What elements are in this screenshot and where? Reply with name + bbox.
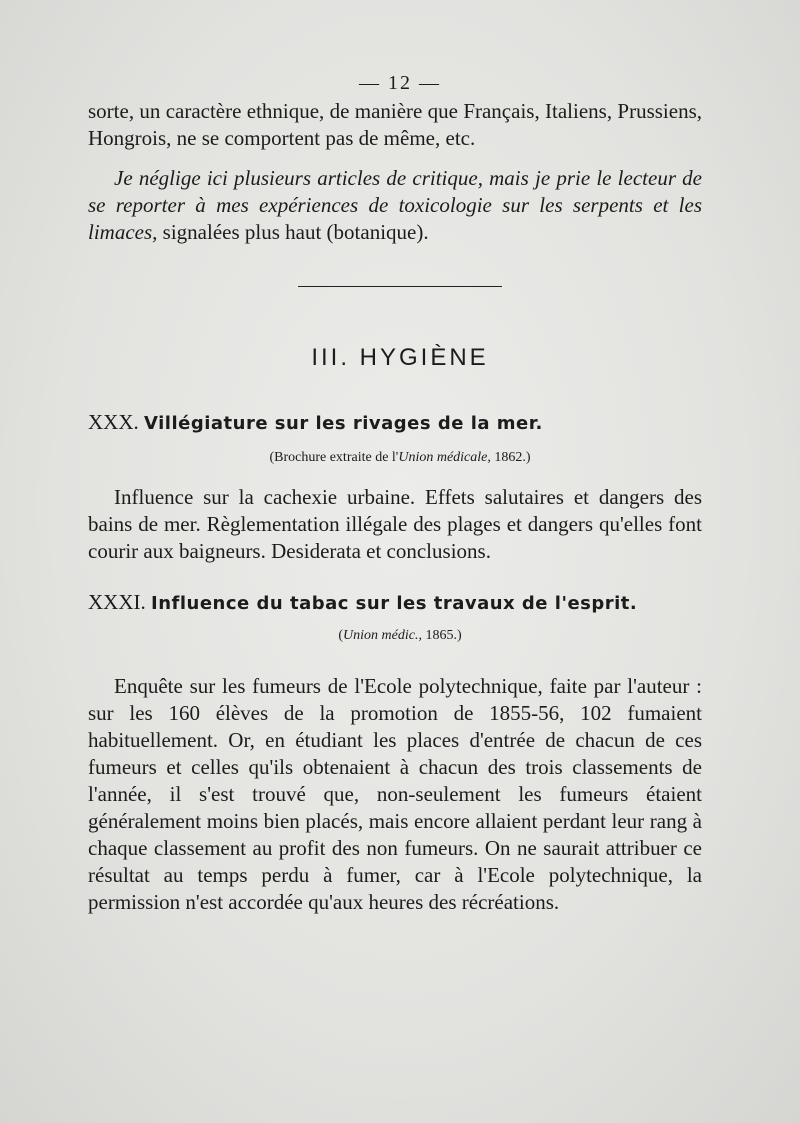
paragraph-critique-note [88, 165, 702, 246]
source-prefix: (Brochure extraite de l' [269, 450, 399, 465]
source-year: 1862.) [490, 450, 531, 465]
paragraph-ethnic-character: sorte, un caractère ethnique, de manière que Français, Italiens, Prussiens, Hongrois, ne se comportent pas de même, etc. [88, 99, 702, 150]
entry-number: XXX. [88, 410, 139, 434]
source-journal: Union médic., [343, 628, 422, 643]
section-title-hygiene: III. HYGIÈNE [311, 344, 489, 371]
entry-heading-xxx [88, 410, 718, 435]
entry-body-xxx: Influence sur la cachexie urbaine. Effets salutaires et dangers des bains de mer. Règlementation illégale des plages et dangers qu'elles font courir aux baigneurs. Desiderata et conclusions. [88, 485, 702, 563]
source-journal: Union médicale, [398, 450, 491, 465]
page-number: — 12 — [359, 72, 441, 94]
entry-title: Villégiature sur les rivages de la mer. [144, 413, 543, 434]
source-prefix: ( [338, 628, 344, 643]
section-divider [298, 286, 502, 287]
entry-number: XXXI. [88, 590, 146, 614]
entry-source-xxxi [0, 628, 800, 644]
critique-note-roman: signalées plus haut (botanique). [157, 220, 429, 244]
source-year: 1865.) [421, 628, 462, 643]
entry-source-xxx [0, 450, 800, 466]
critique-note-italic: Je néglige ici plusieurs articles de critique, mais je prie le lecteur de se reporter à mes expériences de toxicologie sur les serpents et les limaces, [88, 166, 702, 244]
entry-body-xxxi: Enquête sur les fumeurs de l'Ecole polytechnique, faite par l'auteur : sur les 160 élèves de la promotion de 1855-56, 102 fumaient habituellement. Or, en étudiant les places d'entrée de chacun de ces fumeurs et celles qu'ils obtenaient à chacun des trois classements de l'année, il s'est trouvé que, non-seulement les fumeurs étaient généralement moins bien placés, mais encore allaient perdant leur rang à chaque classement au profit des non fumeurs. On ne saurait attribuer ce résultat au temps perdu à fumer, car à l'Ecole polytechnique, la permission n'est accordée qu'aux heures des récréations. [88, 674, 702, 914]
entry-title: Influence du tabac sur les travaux de l'esprit. [151, 593, 638, 614]
entry-heading-xxxi [88, 590, 718, 615]
